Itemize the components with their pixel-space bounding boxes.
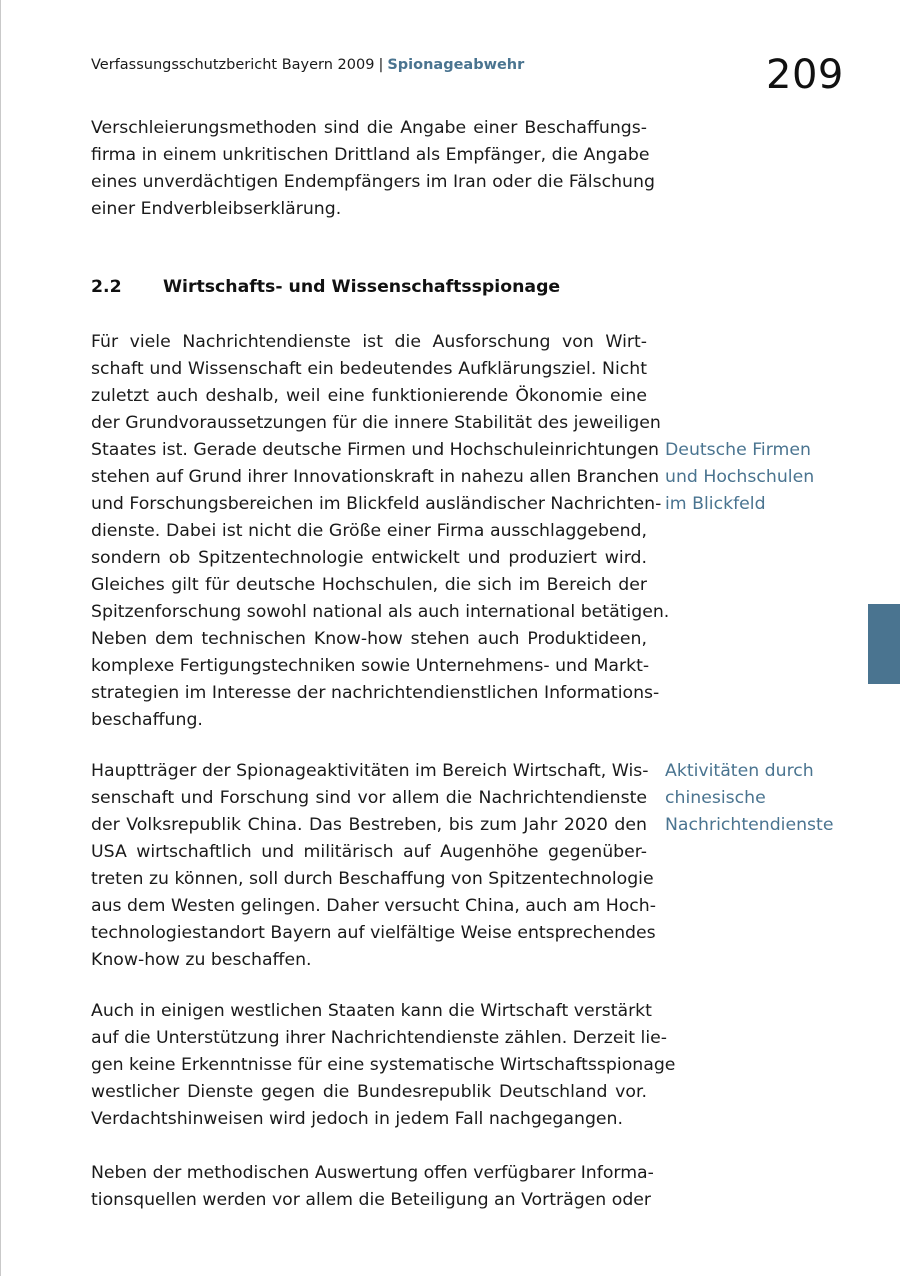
text-line: Hauptträger der Spionageaktivitäten im Bereich Wirtschaft, Wis-	[91, 761, 649, 781]
margin-note-firms	[665, 437, 865, 518]
text-line: eines unverdächtigen Endempfängers im Iran oder die Fälschung	[91, 172, 655, 192]
chapter-tab-marker	[868, 604, 900, 684]
text-line: technologiestandort Bayern auf vielfältige Weise entsprechendes	[91, 923, 656, 943]
heading-title: Wirtschafts- und Wissenschaftsspionage	[163, 277, 561, 297]
text-line: einer Endverbleibserklärung.	[91, 199, 342, 219]
text-line: Know-how zu beschaffen.	[91, 950, 312, 970]
text-line: Neben der methodischen Auswertung offen verfügbarer Informa-	[91, 1163, 654, 1183]
text-line: senschaft und Forschung sind vor allem die Nachrichtendienste	[91, 788, 647, 808]
page-edge-rule	[0, 0, 1, 1276]
text-line: Spitzenforschung sowohl national als auch international betätigen.	[91, 602, 670, 622]
text-line: aus dem Westen gelingen. Daher versucht China, auch am Hoch-	[91, 896, 656, 916]
text-line: Neben dem technischen Know-how stehen auch Produktideen,	[91, 629, 647, 649]
margin-note-line: Deutsche Firmen	[665, 440, 811, 460]
running-header	[91, 57, 524, 73]
text-line: westlicher Dienste gegen die Bundesrepublik Deutschland vor.	[91, 1082, 647, 1102]
paragraph-1	[91, 329, 670, 734]
heading-number: 2.2	[91, 277, 122, 297]
text-line: gen keine Erkenntnisse für eine systematische Wirtschaftsspionage	[91, 1055, 676, 1075]
margin-note-line: und Hochschulen	[665, 467, 815, 487]
text-line: zuletzt auch deshalb, weil eine funktionierende Ökonomie eine	[91, 386, 647, 406]
margin-note-line: Nachrichtendienste	[665, 815, 834, 835]
text-line: Gleiches gilt für deutsche Hochschulen, die sich im Bereich der	[91, 575, 647, 595]
paragraph-intro	[91, 115, 655, 223]
margin-note-line: Aktivitäten durch	[665, 761, 814, 781]
header-separator: |	[378, 57, 384, 73]
paragraph-3	[91, 998, 676, 1133]
paragraph-4	[91, 1160, 654, 1214]
text-line: Verschleierungsmethoden sind die Angabe einer Beschaffungs-	[91, 118, 647, 138]
text-line: treten zu können, soll durch Beschaffung von Spitzentechnologie	[91, 869, 654, 889]
margin-note-china	[665, 758, 865, 839]
paragraph-2	[91, 758, 656, 974]
margin-note-line: chinesische	[665, 788, 766, 808]
text-line: auf die Unterstützung ihrer Nachrichtendienste zählen. Derzeit lie-	[91, 1028, 668, 1048]
header-title: Verfassungsschutzbericht Bayern 2009	[91, 57, 375, 73]
header-section: Spionageabwehr	[387, 57, 525, 73]
text-line: der Volksrepublik China. Das Bestreben, bis zum Jahr 2020 den	[91, 815, 647, 835]
section-heading	[91, 277, 560, 297]
text-line: tionsquellen werden vor allem die Beteiligung an Vorträgen oder	[91, 1190, 652, 1210]
text-line: strategien im Interesse der nachrichtendienstlichen Informations-	[91, 683, 660, 703]
text-line: sondern ob Spitzentechnologie entwickelt und produziert wird.	[91, 548, 647, 568]
text-line: der Grundvoraussetzungen für die innere Stabilität des jeweiligen	[91, 413, 661, 433]
text-line: Für viele Nachrichtendienste ist die Ausforschung von Wirt-	[91, 332, 647, 352]
text-line: und Forschungsbereichen im Blickfeld ausländischer Nachrichten-	[91, 494, 662, 514]
page-number: 209	[766, 52, 844, 98]
text-line: Auch in einigen westlichen Staaten kann die Wirtschaft verstärkt	[91, 1001, 652, 1021]
text-line: stehen auf Grund ihrer Innovationskraft in nahezu allen Branchen	[91, 467, 660, 487]
text-line: komplexe Fertigungstechniken sowie Unternehmens- und Markt-	[91, 656, 650, 676]
text-line: beschaffung.	[91, 710, 203, 730]
text-line: schaft und Wissenschaft ein bedeutendes Aufklärungsziel. Nicht	[91, 359, 647, 379]
text-line: firma in einem unkritischen Drittland als Empfänger, die Angabe	[91, 145, 650, 165]
margin-note-line: im Blickfeld	[665, 494, 766, 514]
text-line: USA wirtschaftlich und militärisch auf Augenhöhe gegenüber-	[91, 842, 647, 862]
text-line: Staates ist. Gerade deutsche Firmen und Hochschuleinrichtungen	[91, 440, 659, 460]
text-line: Verdachtshinweisen wird jedoch in jedem Fall nachgegangen.	[91, 1109, 623, 1129]
text-line: dienste. Dabei ist nicht die Größe einer Firma ausschlaggebend,	[91, 521, 647, 541]
